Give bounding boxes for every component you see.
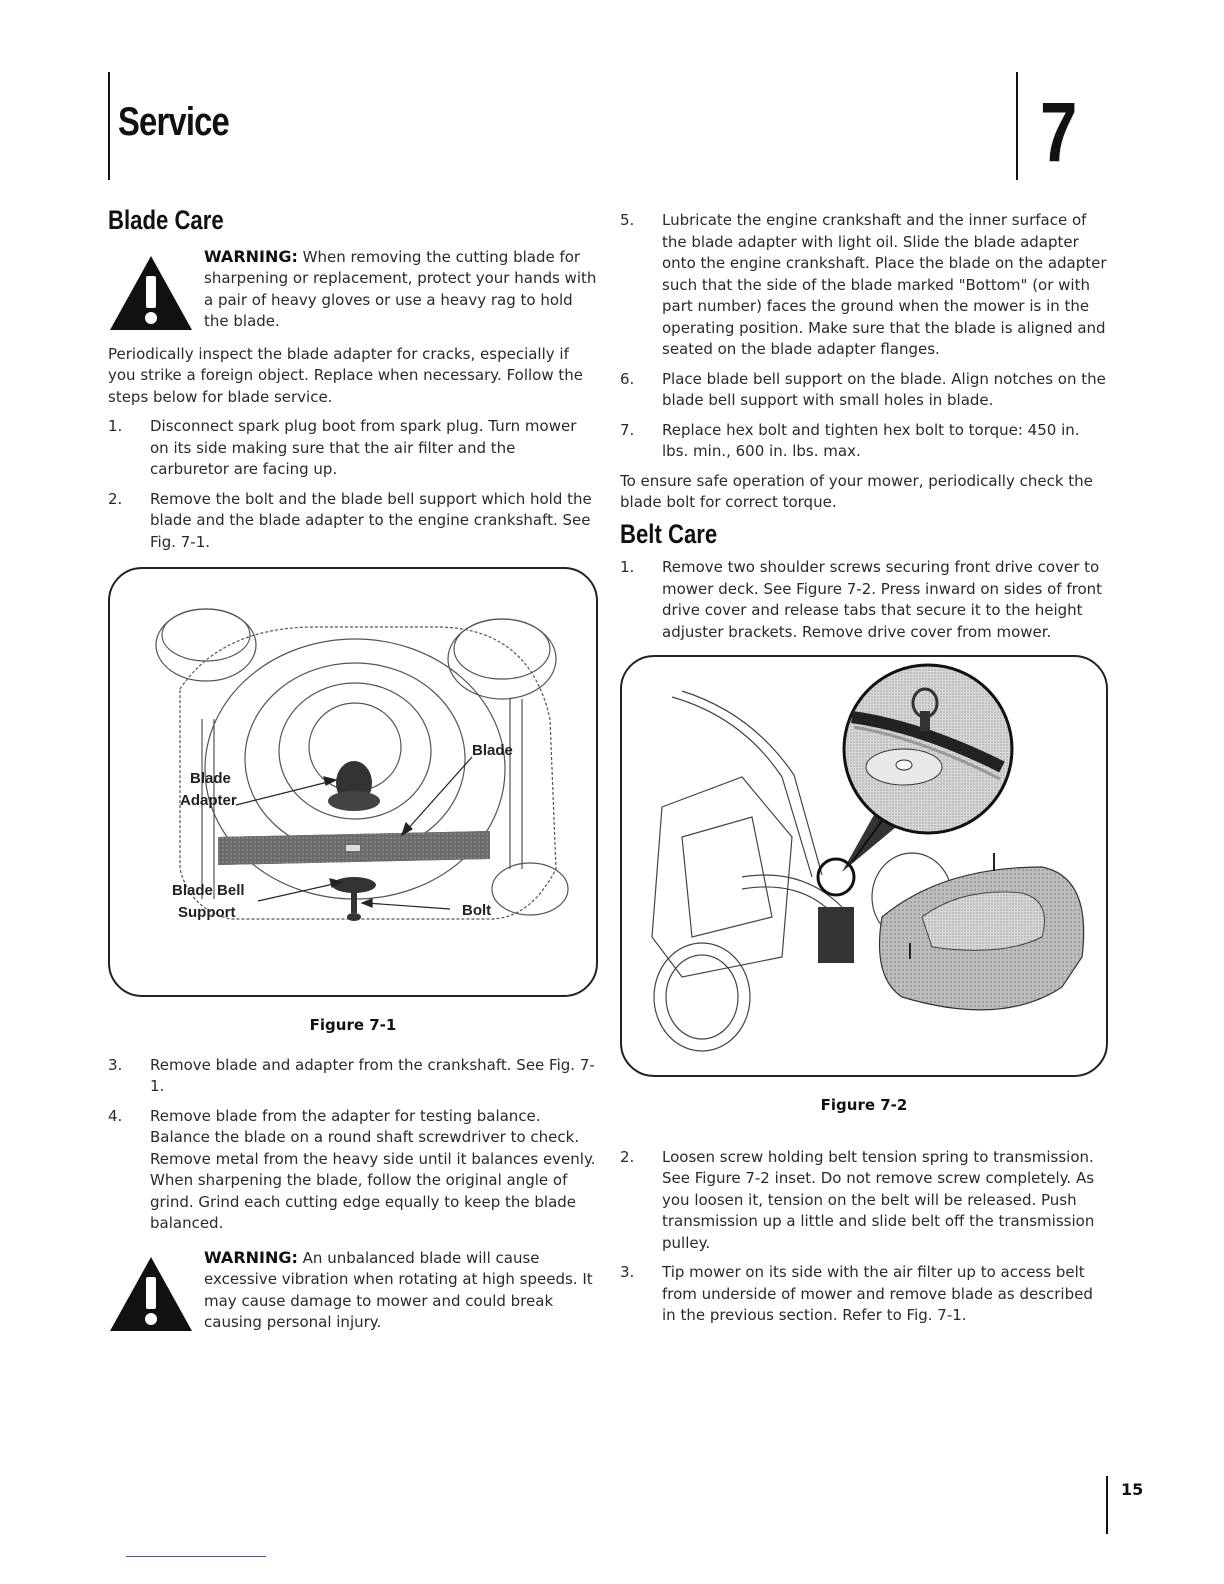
list-text: Disconnect spark plug boot from spark plug. Turn mower on its side making sure that the air filter and the carburetor are facing up. bbox=[150, 417, 577, 478]
warning-text: An unbalanced blade will cause excessive vibration when rotating at high speeds. It may cause damage to mower and could break causing personal injury. bbox=[204, 1248, 593, 1331]
header-rule-right bbox=[1016, 72, 1018, 180]
fig-label-bell-2: Support bbox=[178, 904, 236, 921]
belt-care-heading: Belt Care bbox=[620, 518, 718, 549]
fig-label-blade: Blade bbox=[472, 742, 513, 759]
figure-7-2-caption: Figure 7-2 bbox=[820, 1096, 908, 1114]
blade-care-intro: Periodically inspect the blade adapter for cracks, especially if you strike a foreign object. Replace when necessary. Follow the steps below for blade service. bbox=[108, 344, 584, 406]
warning-box-2 bbox=[108, 1247, 598, 1339]
right-column bbox=[620, 210, 1108, 1327]
list-item bbox=[620, 369, 1108, 412]
list-item bbox=[620, 420, 1108, 463]
list-text: Remove two shoulder screws securing front drive cover to mower deck. See Figure 7-2. Press inward on sides of front drive cover and release tabs that secure it to the height adjuster brackets. Remove drive cover from mower. bbox=[662, 558, 1103, 641]
list-text: Loosen screw holding belt tension spring to transmission. See Figure 7-2 inset. Do not remove screw completely. As you loosen it, tension on the belt will be released. Push transmission up a little and slide belt off the transmission pulley. bbox=[662, 1147, 1095, 1252]
figure-7-2-box bbox=[620, 655, 1108, 1077]
figure-7-1-caption: Figure 7-1 bbox=[309, 1016, 397, 1034]
page-number-rule bbox=[1106, 1476, 1108, 1534]
list-number: 1. bbox=[620, 558, 635, 576]
warning-triangle-icon bbox=[108, 254, 194, 339]
list-number: 4. bbox=[108, 1106, 123, 1125]
list-item bbox=[108, 489, 598, 554]
fig-label-blade-adapter-2: Adapter bbox=[180, 792, 237, 809]
list-text: Remove the bolt and the blade bell support which hold the blade and the blade adapter to the engine crankshaft. See Fig. 7-1. bbox=[150, 489, 592, 551]
list-item bbox=[620, 557, 1108, 643]
header-rule-left bbox=[108, 72, 110, 180]
list-item bbox=[108, 416, 598, 481]
list-number: 3. bbox=[620, 1263, 635, 1281]
left-column bbox=[108, 205, 598, 1339]
list-text: Lubricate the engine crankshaft and the inner surface of the blade adapter with light oil. Slide the blade adapter onto the engine crankshaft. Place the blade on the adapter such that the side of the blade marked "Bottom" (or with part number) faces the ground when the mower is in the operating position. Make sure that the blade is aligned and seated on the blade adapter flanges. bbox=[662, 211, 1107, 358]
list-text: Remove blade from the adapter for testing balance. Balance the blade on a round shaft screwdriver to check. Remove metal from the heavy side until it balances evenly. When sharpening the blade, follow the original angle of grind. Grind each cutting edge equally to keep the blade balanced. bbox=[150, 1106, 596, 1232]
warning-text: When removing the cutting blade for sharpening or replacement, protect your hands with a pair of heavy gloves or use a heavy rag to hold the blade. bbox=[204, 247, 597, 330]
list-text: Replace hex bolt and tighten hex bolt to torque: 450 in. lbs. min., 600 in. lbs. max. bbox=[662, 420, 1080, 460]
list-number: 2. bbox=[620, 1147, 635, 1166]
belt-drive-diagram bbox=[622, 657, 1106, 1075]
fig-label-bolt: Bolt bbox=[462, 902, 492, 919]
blade-care-closing: To ensure safe operation of your mower, periodically check the blade bolt for correct torque. bbox=[620, 471, 1093, 511]
list-number: 3. bbox=[108, 1055, 123, 1074]
list-text: Remove blade and adapter from the crankshaft. See Fig. 7-1. bbox=[150, 1055, 595, 1095]
list-number: 5. bbox=[620, 211, 635, 229]
warning-label: WARNING: bbox=[204, 1247, 298, 1267]
list-number: 2. bbox=[108, 489, 123, 508]
list-number: 6. bbox=[620, 369, 635, 388]
footer-link-line bbox=[126, 1556, 266, 1557]
list-item bbox=[620, 210, 1108, 361]
list-text: Place blade bell support on the blade. Align notches on the blade bell support with small holes in blade. bbox=[662, 369, 1106, 409]
fig-label-blade-adapter-1: Blade bbox=[190, 770, 231, 787]
mower-blade-diagram bbox=[110, 569, 596, 995]
chapter-number: 7 bbox=[1040, 85, 1078, 179]
chapter-title: Service bbox=[118, 100, 229, 144]
warning-triangle-icon bbox=[108, 1255, 194, 1340]
fig-label-bell-1: Blade Bell bbox=[172, 882, 245, 899]
figure-7-1-box bbox=[108, 567, 598, 997]
list-item bbox=[108, 1055, 598, 1098]
warning-box-1 bbox=[108, 246, 598, 338]
blade-care-heading: Blade Care bbox=[108, 205, 224, 235]
list-number: 1. bbox=[108, 417, 123, 435]
list-item bbox=[108, 1106, 598, 1235]
warning-label: WARNING: bbox=[204, 246, 298, 266]
page-number: 15 bbox=[1121, 1480, 1144, 1499]
list-item bbox=[620, 1262, 1108, 1327]
list-number: 7. bbox=[620, 420, 635, 439]
list-item bbox=[620, 1147, 1108, 1255]
list-text: Tip mower on its side with the air filter up to access belt from underside of mower and remove blade as described in the previous section. Refer to Fig. 7-1. bbox=[662, 1263, 1093, 1324]
